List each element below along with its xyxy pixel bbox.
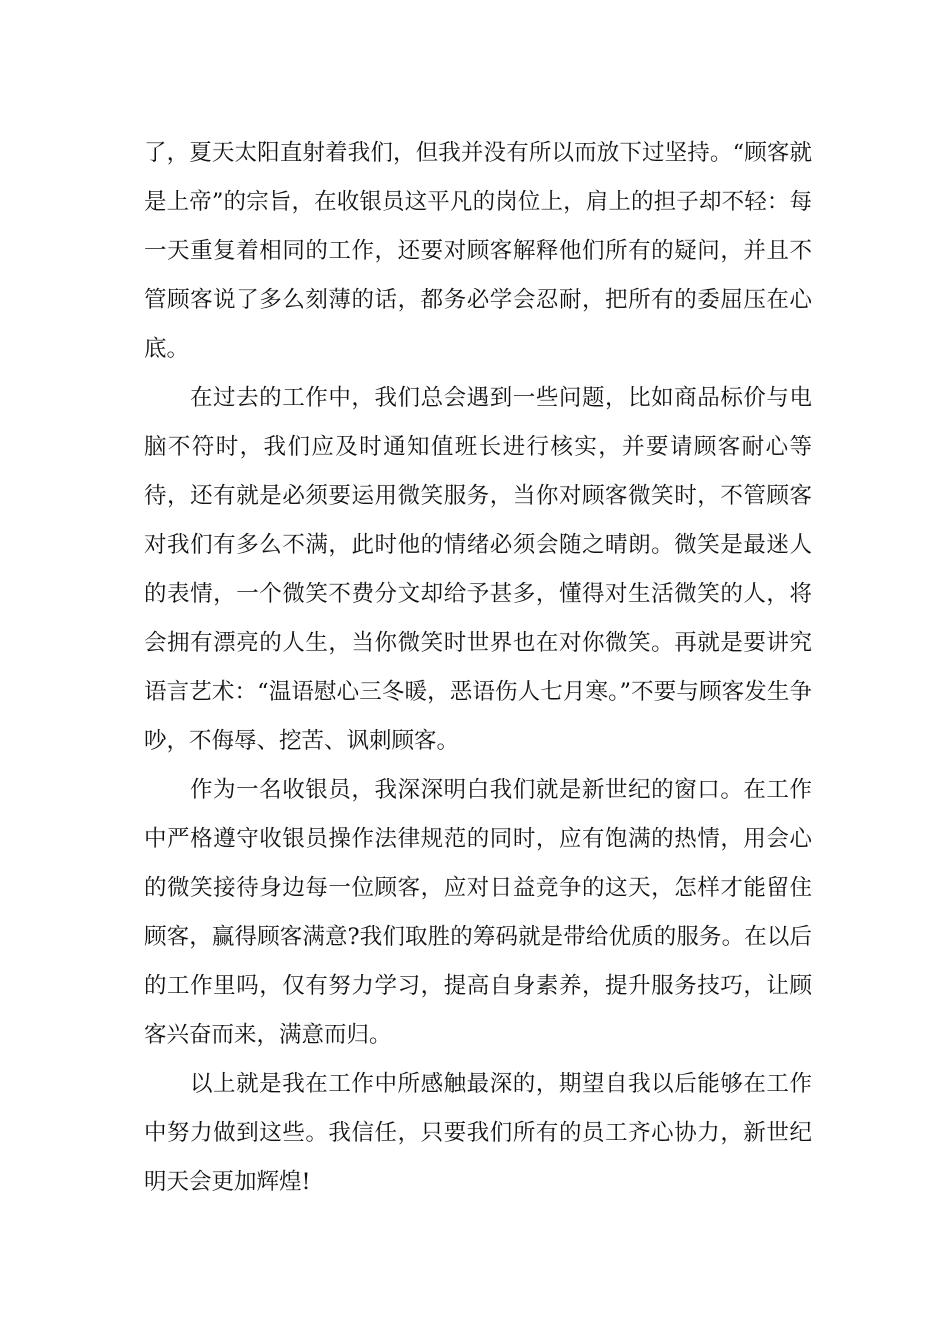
document-body (144, 129, 812, 1207)
paragraph-conclusion: 以上就是我在工作中所感触最深的，期望自我以后能够在工作中努力做到这些。我信任，只要我们所有的员工齐心协力，新世纪明天会更加辉煌! (144, 1071, 812, 1195)
paragraph-cashier-role: 作为一名收银员，我深深明白我们就是新世纪的窗口。在工作中严格遵守收银员操作法律规范的同时，应有饱满的热情，用会心的微笑接待身边每一位顾客，应对日益竞争的这天，怎样才能留住顾客，赢得顾客满意?我们取胜的筹码就是带给优质的服务。在以后的工作里吗，仅有努力学习，提高自身素养，提升服务技巧，让顾客兴奋而来，满意而归。 (144, 777, 812, 1048)
paragraph-work-problems: 在过去的工作中，我们总会遇到一些问题，比如商品标价与电脑不符时，我们应及时通知值班长进行核实，并要请顾客耐心等待，还有就是必须要运用微笑服务，当你对顾客微笑时，不管顾客对我们有多么不满，此时他的情绪必须会随之晴朗。微笑是最迷人的表情，一个微笑不费分文却给予甚多，懂得对生活微笑的人，将会拥有漂亮的人生，当你微笑时世界也在对你微笑。再就是要讲究语言艺术：“温语慰心三冬暖，恶语伤人七月寒。”不要与顾客发生争吵，不侮辱、挖苦、讽刺顾客。 (144, 385, 812, 754)
paragraph-continuation: 了，夏天太阳直射着我们，但我并没有所以而放下过坚持。“顾客就是上帝”的宗旨，在收银员这平凡的岗位上，肩上的担子却不轻：每一天重复着相同的工作，还要对顾客解释他们所有的疑问，并且不管顾客说了多么刻薄的话，都务必学会忍耐，把所有的委屈压在心底。 (144, 140, 812, 362)
